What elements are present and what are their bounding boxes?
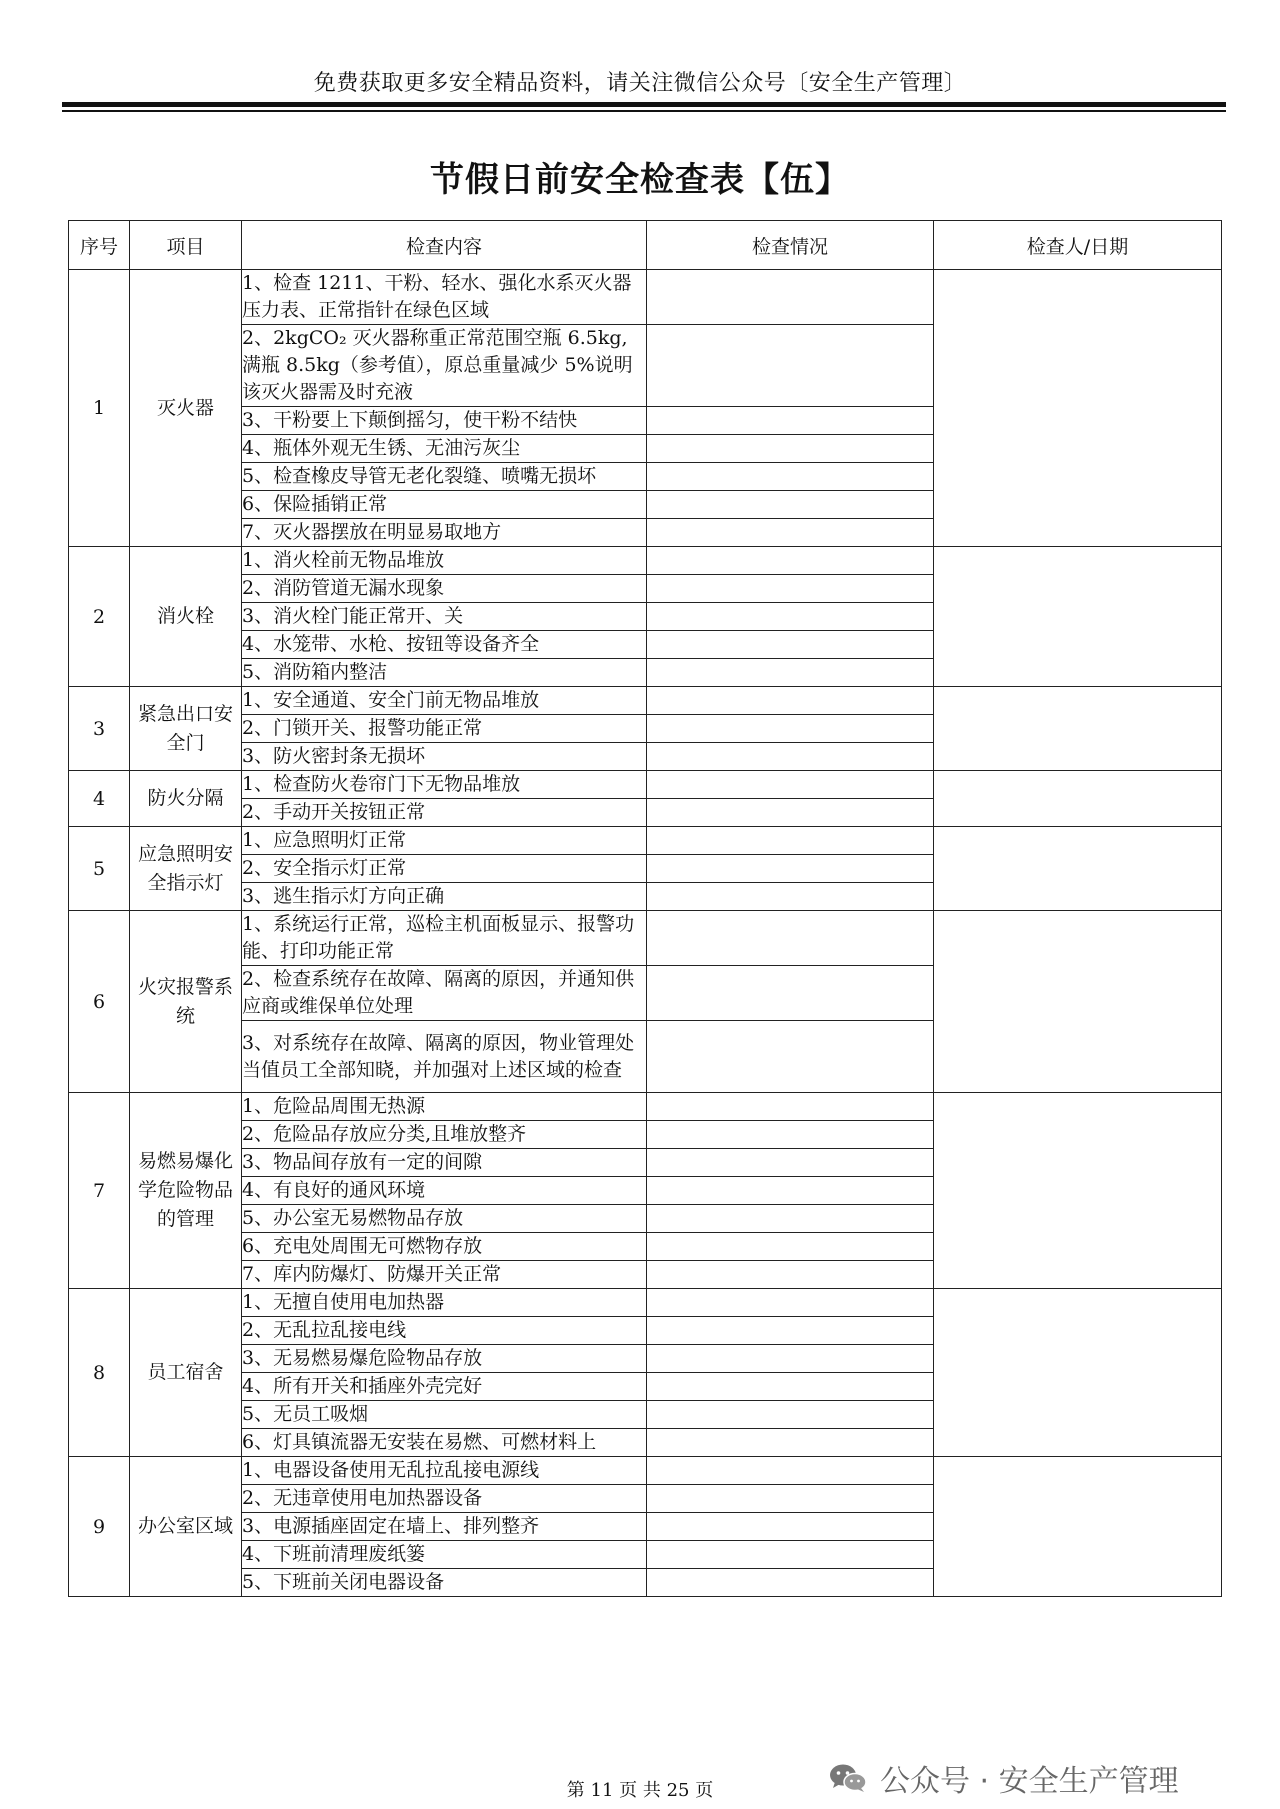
seq-cell: 8: [69, 1289, 130, 1457]
content-cell: 7、库内防爆灯、防爆开关正常: [242, 1261, 647, 1289]
content-cell: 7、灭火器摆放在明显易取地方: [242, 519, 647, 547]
content-cell: 1、系统运行正常，巡检主机面板显示、报警功能、打印功能正常: [242, 911, 647, 966]
content-cell: 1、消火栓前无物品堆放: [242, 547, 647, 575]
header-rule-thin: [62, 110, 1226, 112]
seq-cell: 9: [69, 1457, 130, 1597]
header-notice: 免费获取更多安全精品资料，请关注微信公众号〔安全生产管理〕: [313, 71, 967, 96]
seq-cell: 3: [69, 687, 130, 771]
status-cell[interactable]: [647, 827, 934, 855]
seq-cell: 6: [69, 911, 130, 1093]
content-cell: 3、干粉要上下颠倒摇匀，使干粉不结快: [242, 407, 647, 435]
inspector-date-cell[interactable]: [934, 911, 1222, 1093]
status-cell[interactable]: [647, 1261, 934, 1289]
column-header-content: 检查内容: [242, 221, 647, 270]
table-row: [69, 771, 1222, 799]
status-cell[interactable]: [647, 325, 934, 407]
inspector-date-cell[interactable]: [934, 270, 1222, 547]
status-cell[interactable]: [647, 1373, 934, 1401]
content-cell: 2、检查系统存在故障、隔离的原因，并通知供应商或维保单位处理: [242, 966, 647, 1021]
content-cell: 1、检查防火卷帘门下无物品堆放: [242, 771, 647, 799]
project-cell: 应急照明安全指示灯: [130, 827, 242, 911]
content-cell: 3、消火栓门能正常开、关: [242, 603, 647, 631]
project-cell: 紧急出口安全门: [130, 687, 242, 771]
status-cell[interactable]: [647, 715, 934, 743]
watermark-text: 公众号 · 安全生产管理: [880, 1764, 1179, 1799]
status-cell[interactable]: [647, 1121, 934, 1149]
table-row: [69, 1289, 1222, 1317]
inspector-date-cell[interactable]: [934, 1093, 1222, 1289]
content-cell: 2、无违章使用电加热器设备: [242, 1485, 647, 1513]
status-cell[interactable]: [647, 407, 934, 435]
content-cell: 5、下班前关闭电器设备: [242, 1569, 647, 1597]
status-cell[interactable]: [647, 1205, 934, 1233]
wechat-icon: [828, 1763, 868, 1793]
content-cell: 2、安全指示灯正常: [242, 855, 647, 883]
table-row: [69, 547, 1222, 575]
status-cell[interactable]: [647, 966, 934, 1021]
status-cell[interactable]: [647, 1513, 934, 1541]
content-cell: 3、逃生指示灯方向正确: [242, 883, 647, 911]
status-cell[interactable]: [647, 855, 934, 883]
content-cell: 2、2kgCO₂ 灭火器称重正常范围空瓶 6.5kg,满瓶 8.5kg（参考值），原总重量减少 5%说明该灭火器需及时充液: [242, 325, 647, 407]
content-cell: 5、检查橡皮导管无老化裂缝、喷嘴无损坏: [242, 463, 647, 491]
status-cell[interactable]: [647, 435, 934, 463]
content-cell: 4、有良好的通风环境: [242, 1177, 647, 1205]
inspector-date-cell[interactable]: [934, 771, 1222, 827]
status-cell[interactable]: [647, 659, 934, 687]
status-cell[interactable]: [647, 1093, 934, 1121]
status-cell[interactable]: [647, 1149, 934, 1177]
header-rule-thick: [62, 102, 1226, 107]
table-row: [69, 827, 1222, 855]
table-header-row: [69, 221, 1222, 270]
seq-cell: 1: [69, 270, 130, 547]
status-cell[interactable]: [647, 1569, 934, 1597]
content-cell: 2、危险品存放应分类,且堆放整齐: [242, 1121, 647, 1149]
inspector-date-cell[interactable]: [934, 1457, 1222, 1597]
page-number: 第 11 页 共 25 页: [566, 1780, 714, 1801]
status-cell[interactable]: [647, 771, 934, 799]
content-cell: 2、无乱拉乱接电线: [242, 1317, 647, 1345]
status-cell[interactable]: [647, 743, 934, 771]
content-cell: 2、手动开关按钮正常: [242, 799, 647, 827]
content-cell: 1、安全通道、安全门前无物品堆放: [242, 687, 647, 715]
inspector-date-cell[interactable]: [934, 827, 1222, 911]
status-cell[interactable]: [647, 1317, 934, 1345]
content-cell: 1、应急照明灯正常: [242, 827, 647, 855]
content-cell: 5、消防箱内整洁: [242, 659, 647, 687]
table-row: [69, 911, 1222, 966]
project-cell: 消火栓: [130, 547, 242, 687]
status-cell[interactable]: [647, 575, 934, 603]
content-cell: 4、水笼带、水枪、按钮等设备齐全: [242, 631, 647, 659]
status-cell[interactable]: [647, 463, 934, 491]
status-cell[interactable]: [647, 911, 934, 966]
seq-cell: 5: [69, 827, 130, 911]
content-cell: 4、下班前清理废纸篓: [242, 1541, 647, 1569]
status-cell[interactable]: [647, 1429, 934, 1457]
page-title: 节假日前安全检查表【伍】: [430, 160, 850, 200]
content-cell: 6、灯具镇流器无安装在易燃、可燃材料上: [242, 1429, 647, 1457]
content-cell: 3、电源插座固定在墙上、排列整齐: [242, 1513, 647, 1541]
status-cell[interactable]: [647, 1289, 934, 1317]
table-body: [69, 270, 1222, 1597]
content-cell: 1、电器设备使用无乱拉乱接电源线: [242, 1457, 647, 1485]
status-cell[interactable]: [647, 1345, 934, 1373]
inspector-date-cell[interactable]: [934, 1289, 1222, 1457]
content-cell: 5、办公室无易燃物品存放: [242, 1205, 647, 1233]
inspector-date-cell[interactable]: [934, 547, 1222, 687]
status-cell[interactable]: [647, 1233, 934, 1261]
table-row: [69, 270, 1222, 325]
status-cell[interactable]: [647, 270, 934, 325]
content-cell: 1、危险品周围无热源: [242, 1093, 647, 1121]
content-cell: 5、无员工吸烟: [242, 1401, 647, 1429]
status-cell[interactable]: [647, 1457, 934, 1485]
table-row: [69, 1457, 1222, 1485]
status-cell[interactable]: [647, 799, 934, 827]
status-cell[interactable]: [647, 519, 934, 547]
inspector-date-cell[interactable]: [934, 687, 1222, 771]
content-cell: 6、保险插销正常: [242, 491, 647, 519]
content-cell: 1、检查 1211、干粉、轻水、强化水系灭火器压力表、正常指针在绿色区域: [242, 270, 647, 325]
watermark: [828, 1756, 1179, 1800]
seq-cell: 2: [69, 547, 130, 687]
column-header-inspector-date: 检查人/日期: [934, 221, 1222, 270]
content-cell: 4、所有开关和插座外壳完好: [242, 1373, 647, 1401]
content-cell: 3、对系统存在故障、隔离的原因，物业管理处当值员工全部知晓，并加强对上述区域的检查: [242, 1021, 647, 1093]
status-cell[interactable]: [647, 1485, 934, 1513]
status-cell[interactable]: [647, 883, 934, 911]
seq-cell: 4: [69, 771, 130, 827]
column-header-seq: 序号: [69, 221, 130, 270]
content-cell: 3、无易燃易爆危险物品存放: [242, 1345, 647, 1373]
project-cell: 办公室区域: [130, 1457, 242, 1597]
content-cell: 1、无擅自使用电加热器: [242, 1289, 647, 1317]
status-cell[interactable]: [647, 547, 934, 575]
content-cell: 3、物品间存放有一定的间隙: [242, 1149, 647, 1177]
project-cell: 火灾报警系统: [130, 911, 242, 1093]
project-cell: 易燃易爆化学危险物品的管理: [130, 1093, 242, 1289]
seq-cell: 7: [69, 1093, 130, 1289]
project-cell: 防火分隔: [130, 771, 242, 827]
table-row: [69, 687, 1222, 715]
content-cell: 2、消防管道无漏水现象: [242, 575, 647, 603]
project-cell: 员工宿舍: [130, 1289, 242, 1457]
status-cell[interactable]: [647, 1401, 934, 1429]
content-cell: 3、防火密封条无损坏: [242, 743, 647, 771]
status-cell[interactable]: [647, 491, 934, 519]
column-header-status: 检查情况: [647, 221, 934, 270]
project-cell: 灭火器: [130, 270, 242, 547]
status-cell[interactable]: [647, 631, 934, 659]
column-header-project: 项目: [130, 221, 242, 270]
status-cell[interactable]: [647, 687, 934, 715]
content-cell: 4、瓶体外观无生锈、无油污灰尘: [242, 435, 647, 463]
content-cell: 6、充电处周围无可燃物存放: [242, 1233, 647, 1261]
status-cell[interactable]: [647, 603, 934, 631]
status-cell[interactable]: [647, 1177, 934, 1205]
inspection-table: [68, 220, 1222, 1597]
status-cell[interactable]: [647, 1541, 934, 1569]
content-cell: 2、门锁开关、报警功能正常: [242, 715, 647, 743]
table-row: [69, 1093, 1222, 1121]
status-cell[interactable]: [647, 1021, 934, 1093]
